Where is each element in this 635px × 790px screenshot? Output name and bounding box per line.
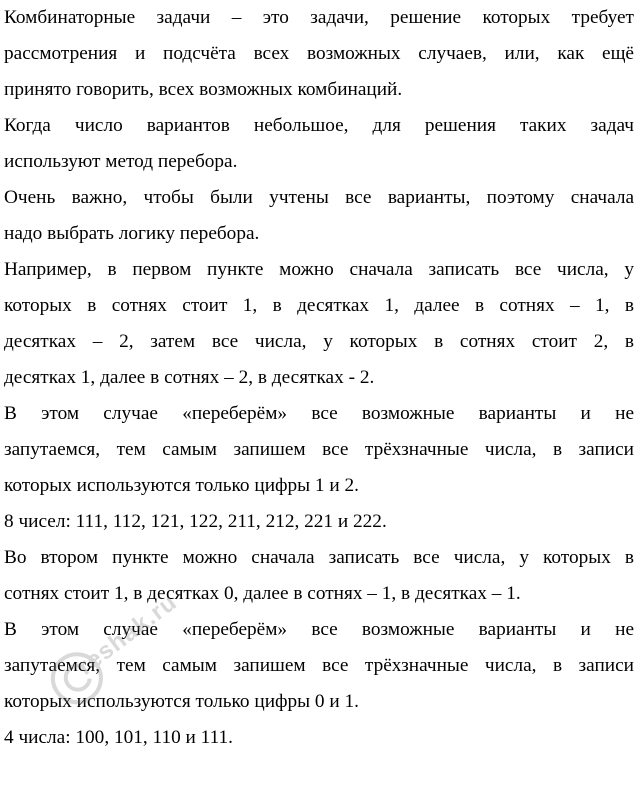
text-line: В этом случае «переберём» все возможные варианты и не [4, 619, 634, 640]
paragraph-logic [4, 180, 634, 252]
text-line: которых используются только цифры 1 и 2. [4, 475, 359, 496]
paragraph-conclusion-2 [4, 612, 634, 720]
text-line: используют метод перебора. [4, 151, 238, 172]
paragraph-example-1 [4, 252, 634, 396]
text-line: Во втором пункте можно сначала записать все числа, у которых в [4, 547, 634, 568]
text-line: которых в сотнях стоит 1, в десятках 1, далее в сотнях – 1, в [4, 295, 634, 316]
text-line: 8 чисел: 111, 112, 121, 122, 211, 212, 221 и 222. [4, 511, 387, 532]
text-line: десятках 1, далее в сотнях – 2, в десятках - 2. [4, 367, 375, 388]
text-line: Комбинаторные задачи – это задачи, решение которых требует [4, 7, 634, 28]
text-line: В этом случае «переберём» все возможные варианты и не [4, 403, 634, 424]
text-line: Очень важно, чтобы были учтены все варианты, поэтому сначала [4, 187, 634, 208]
paragraph-method [4, 108, 634, 180]
text-line: Например, в первом пункте можно сначала записать все числа, у [4, 259, 634, 280]
text-line: надо выбрать логику перебора. [4, 223, 260, 244]
paragraph-conclusion-1 [4, 396, 634, 504]
text-line: сотнях стоит 1, в десятках 0, далее в сотнях – 1, в десятках – 1. [4, 583, 521, 604]
document-body [4, 0, 634, 756]
paragraph-definition [4, 0, 634, 108]
text-line: запутаемся, тем самым запишем все трёхзначные числа, в записи [4, 439, 634, 460]
text-line: Когда число вариантов небольшое, для решения таких задач [4, 115, 634, 136]
paragraph-example-2 [4, 540, 634, 612]
text-line: которых используются только цифры 0 и 1. [4, 691, 359, 712]
paragraph-answer-2 [4, 720, 634, 756]
text-line: рассмотрения и подсчёта всех возможных случаев, или, как ещё [4, 43, 634, 64]
text-line: запутаемся, тем самым запишем все трёхзначные числа, в записи [4, 655, 634, 676]
paragraph-answer-1 [4, 504, 634, 540]
watermark-text: reshak.ru [72, 588, 183, 681]
text-line: десятках – 2, затем все числа, у которых в сотнях стоит 2, в [4, 331, 634, 352]
text-line: принято говорить, всех возможных комбинаций. [4, 79, 403, 100]
text-line: 4 числа: 100, 101, 110 и 111. [4, 727, 233, 748]
